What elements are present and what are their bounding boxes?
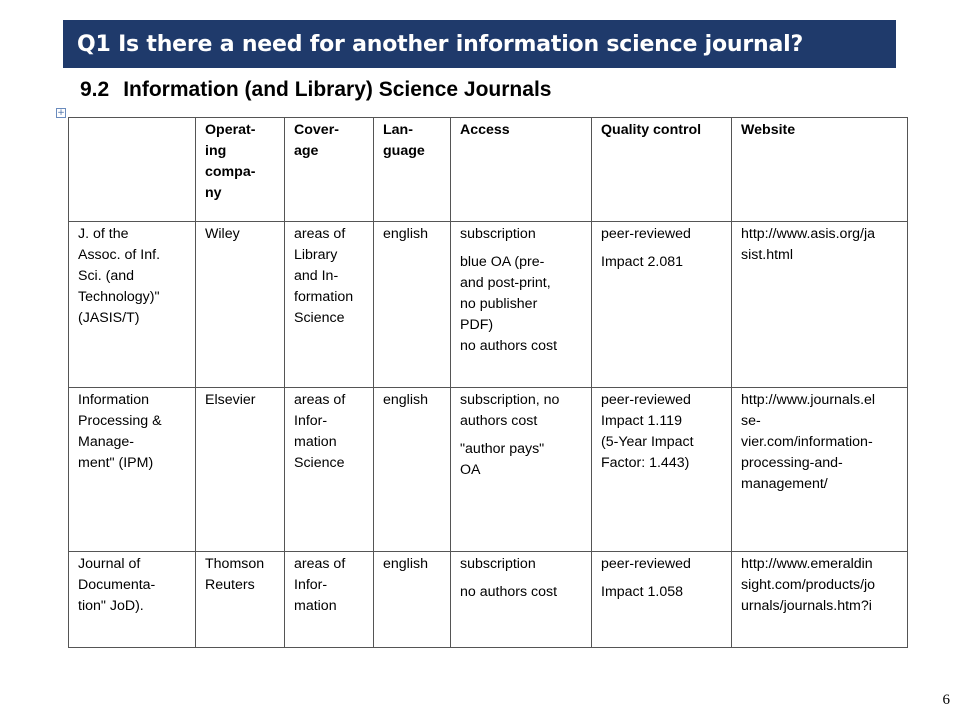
cell-access: subscription, no authors cost "author pays" OA [451, 388, 592, 552]
table-header-row [69, 118, 908, 222]
cell-quality: peer-reviewed Impact 1.058 [592, 552, 732, 648]
section-title: Information (and Library) Science Journals [123, 78, 552, 101]
cell-quality: peer-reviewed Impact 2.081 [592, 222, 732, 388]
header-access: Access [451, 118, 592, 222]
cell-website: http://www.emeraldin sight.com/products/jo urnals/journals.htm?i [732, 552, 908, 648]
table-row [69, 388, 908, 552]
cell-access: subscription no authors cost [451, 552, 592, 648]
journals-table [68, 117, 908, 648]
header-company: Operat- ing compa- ny [196, 118, 285, 222]
cell-journal: Journal of Documenta- tion" JoD). [69, 552, 196, 648]
cell-language: english [374, 388, 451, 552]
cell-company: Elsevier [196, 388, 285, 552]
cell-journal: J. of the Assoc. of Inf. Sci. (and Technology)" (JASIS/T) [69, 222, 196, 388]
cell-language: english [374, 222, 451, 388]
cell-company: Wiley [196, 222, 285, 388]
cell-quality: peer-reviewed Impact 1.119 (5-Year Impact Factor: 1.443) [592, 388, 732, 552]
slide-title: Q1 Is there a need for another information science journal? [77, 31, 804, 57]
header-language: Lan- guage [374, 118, 451, 222]
header-journal [69, 118, 196, 222]
cell-journal: Information Processing & Manage- ment" (IPM) [69, 388, 196, 552]
header-website: Website [732, 118, 908, 222]
cell-coverage: areas of Library and In- formation Science [285, 222, 374, 388]
cell-language: english [374, 552, 451, 648]
slide-title-banner [63, 20, 896, 68]
header-quality: Quality control [592, 118, 732, 222]
cell-access: subscription blue OA (pre- and post-print, no publisher PDF) no authors cost [451, 222, 592, 388]
section-heading [80, 78, 551, 102]
cell-coverage: areas of Infor- mation [285, 552, 374, 648]
table-row [69, 222, 908, 388]
cell-company: Thomson Reuters [196, 552, 285, 648]
section-number: 9.2 [80, 78, 110, 101]
header-coverage: Cover- age [285, 118, 374, 222]
table-move-handle-icon[interactable]: + [57, 108, 65, 118]
table-row [69, 552, 908, 648]
cell-website: http://www.journals.el se- vier.com/information- processing-and- management/ [732, 388, 908, 552]
cell-website: http://www.asis.org/ja sist.html [732, 222, 908, 388]
page-number: 6 [942, 692, 950, 708]
cell-coverage: areas of Infor- mation Science [285, 388, 374, 552]
